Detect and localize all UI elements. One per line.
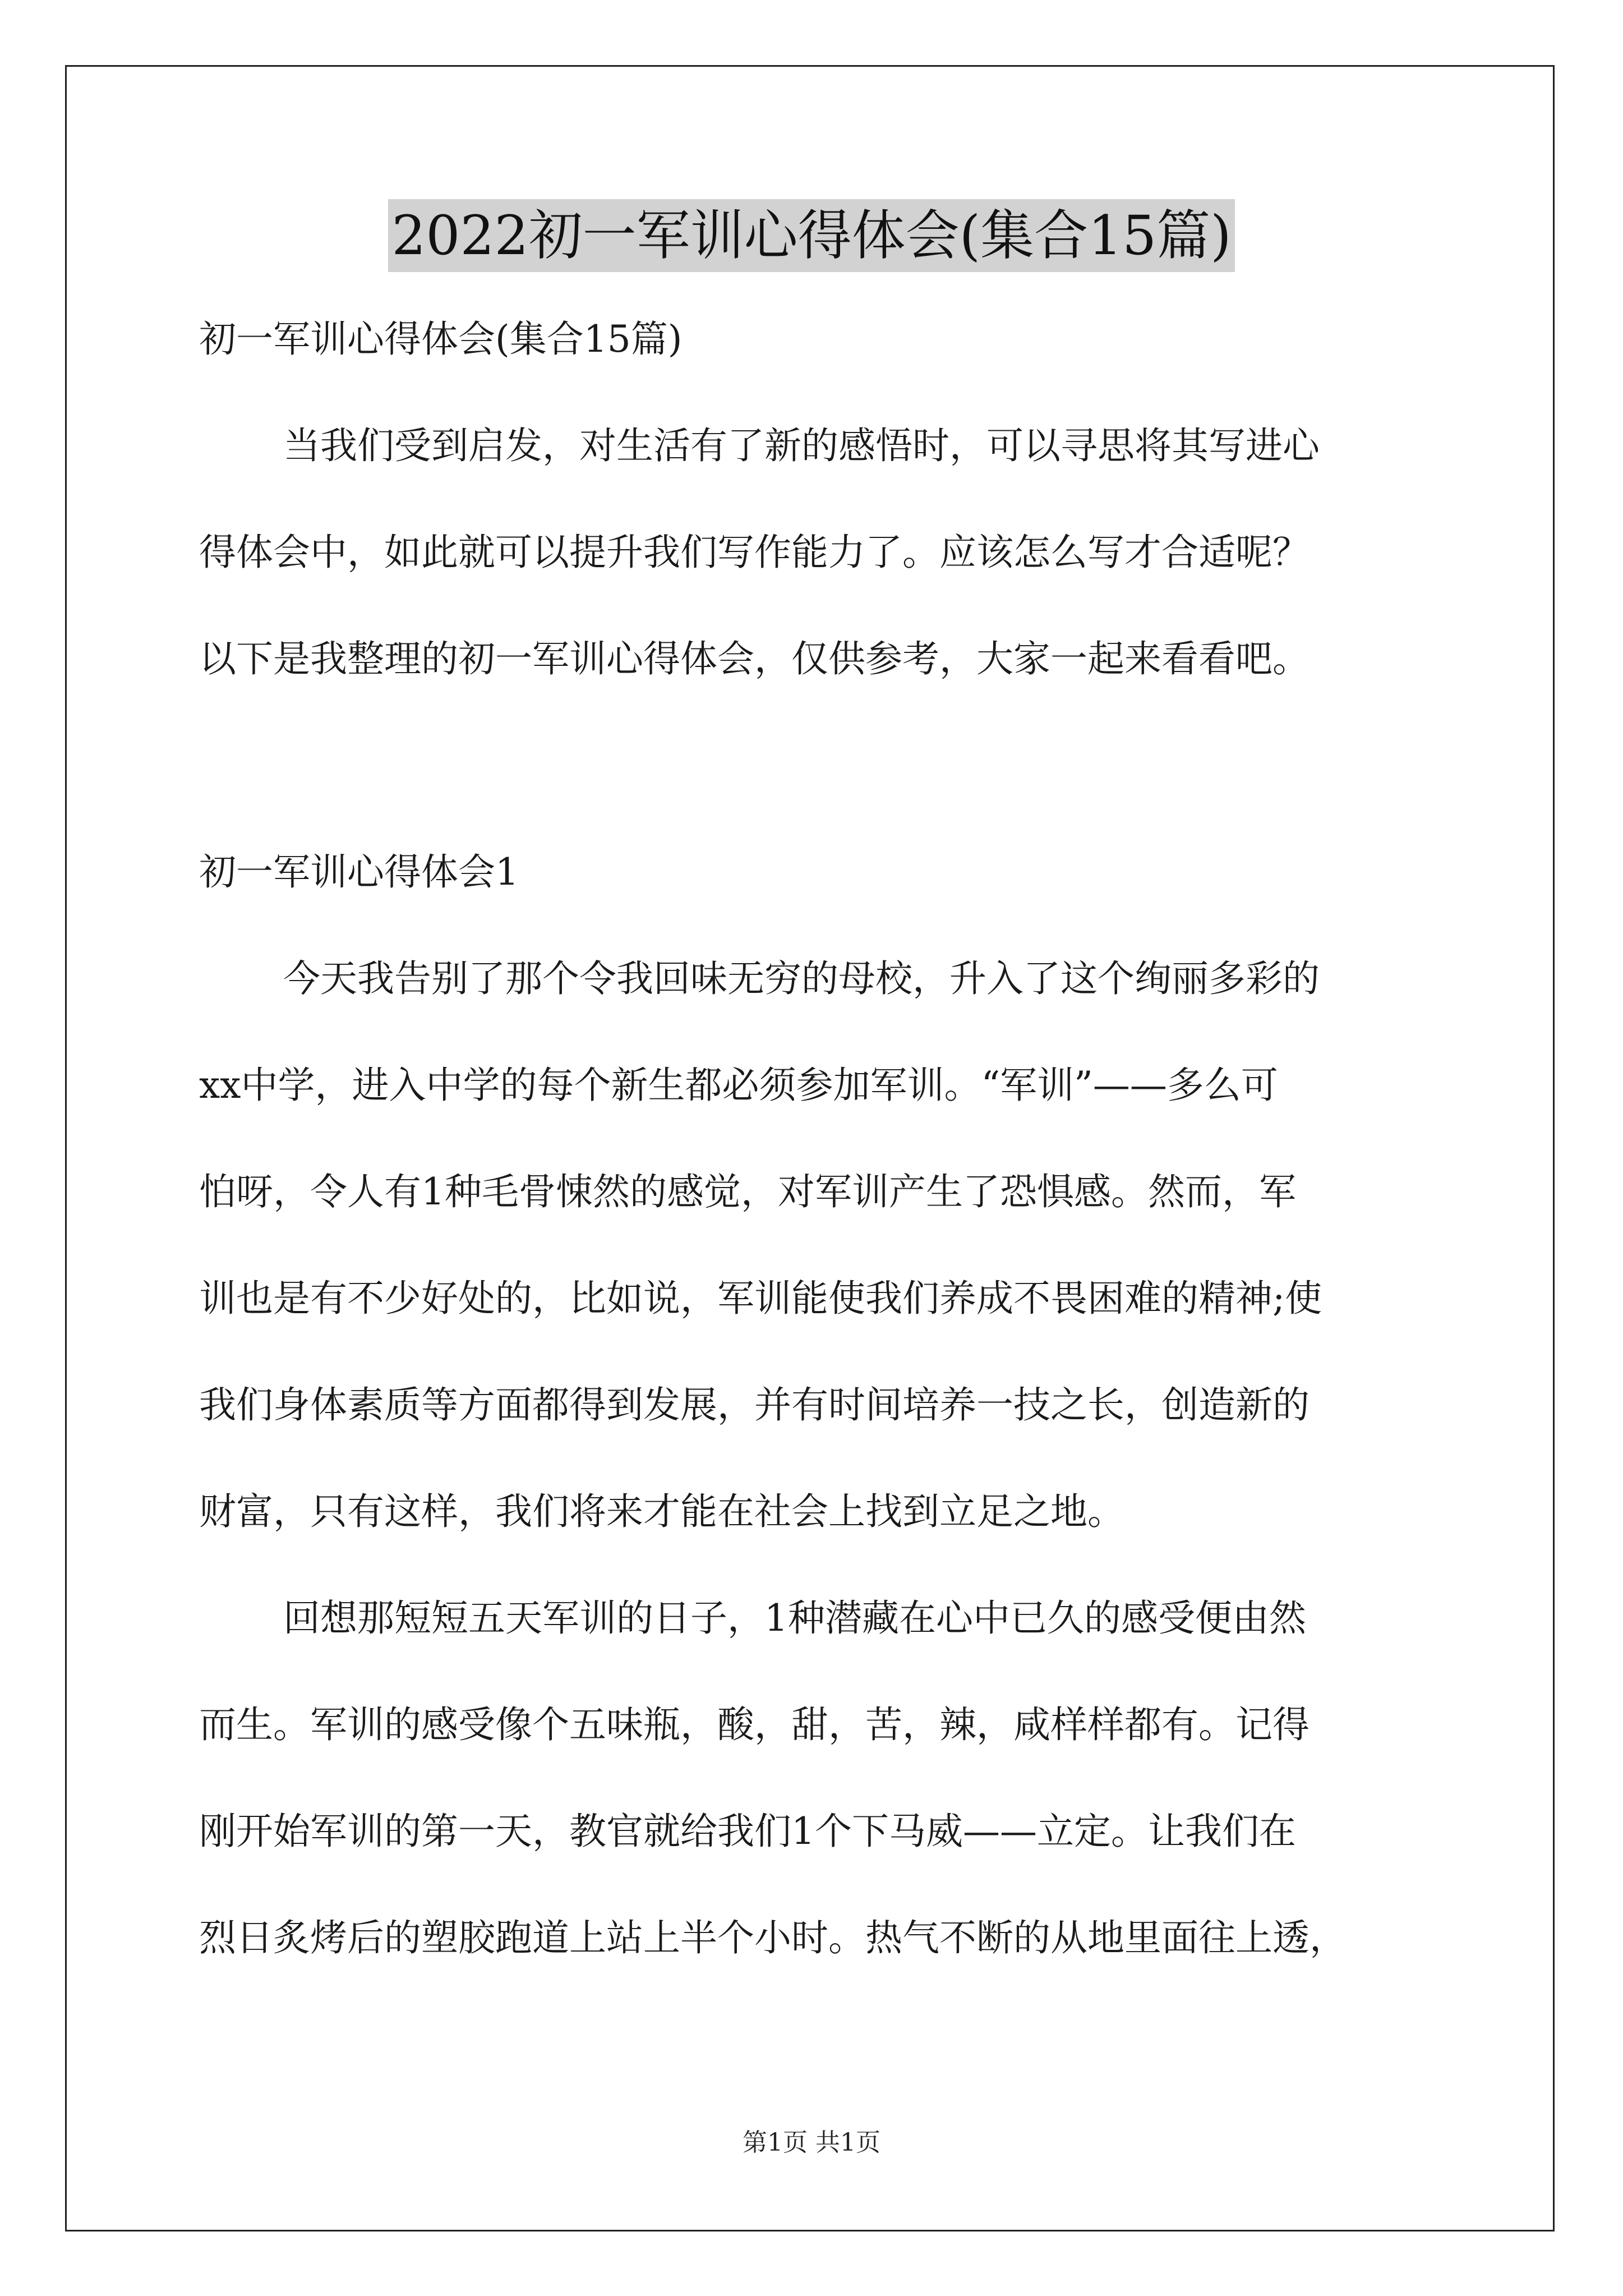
- paragraph-line: 今天我告别了那个令我回味无穷的母校，升入了这个绚丽多彩的: [283, 957, 1320, 1000]
- blank-line: [199, 729, 1433, 836]
- intro-line: 以下是我整理的初一军训心得体会，仅供参考，大家一起来看看吧。: [199, 637, 1310, 680]
- section-heading: 初一军训心得体会1: [199, 850, 519, 894]
- intro-line: 得体会中，如此就可以提升我们写作能力了。应该怎么写才合适呢？: [199, 531, 1310, 574]
- document-title: 2022初一军训心得体会(集合15篇): [388, 199, 1234, 272]
- paragraph-line: 烈日炙烤后的塑胶跑道上站上半个小时。热气不断的从地里面往上透，: [199, 1916, 1347, 1959]
- paragraph-line: 我们身体素质等方面都得到发展，并有时间培养一技之长，创造新的: [199, 1383, 1310, 1427]
- page-footer: 第1页 共1页: [743, 2128, 880, 2157]
- document-subtitle: 初一军训心得体会(集合15篇): [199, 318, 683, 361]
- paragraph-line: 怕呀，令人有1种毛骨悚然的感觉，对军训产生了恐惧感。然而，军: [199, 1170, 1296, 1213]
- document-body: [199, 303, 1433, 2008]
- paragraph-line: 训也是有不少好处的，比如说，军训能使我们养成不畏困难的精神;使: [199, 1277, 1322, 1320]
- paragraph-line: 财富，只有这样，我们将来才能在社会上找到立足之地。: [199, 1490, 1124, 1533]
- paragraph-line: 而生。军训的感受像个五味瓶，酸，甜，苦，辣，咸样样都有。记得: [199, 1703, 1310, 1746]
- title-wrapper: [0, 199, 1623, 272]
- paragraph-line: 回想那短短五天军训的日子，1种潜藏在心中已久的感受便由然: [283, 1596, 1306, 1640]
- paragraph-line: xx中学，进入中学的每个新生都必须参加军训。“军训”——多么可: [199, 1064, 1278, 1107]
- intro-line: 当我们受到启发，对生活有了新的感悟时，可以寻思将其写进心: [283, 424, 1320, 467]
- paragraph-line: 刚开始军训的第一天，教官就给我们1个下马威——立定。让我们在: [199, 1810, 1296, 1853]
